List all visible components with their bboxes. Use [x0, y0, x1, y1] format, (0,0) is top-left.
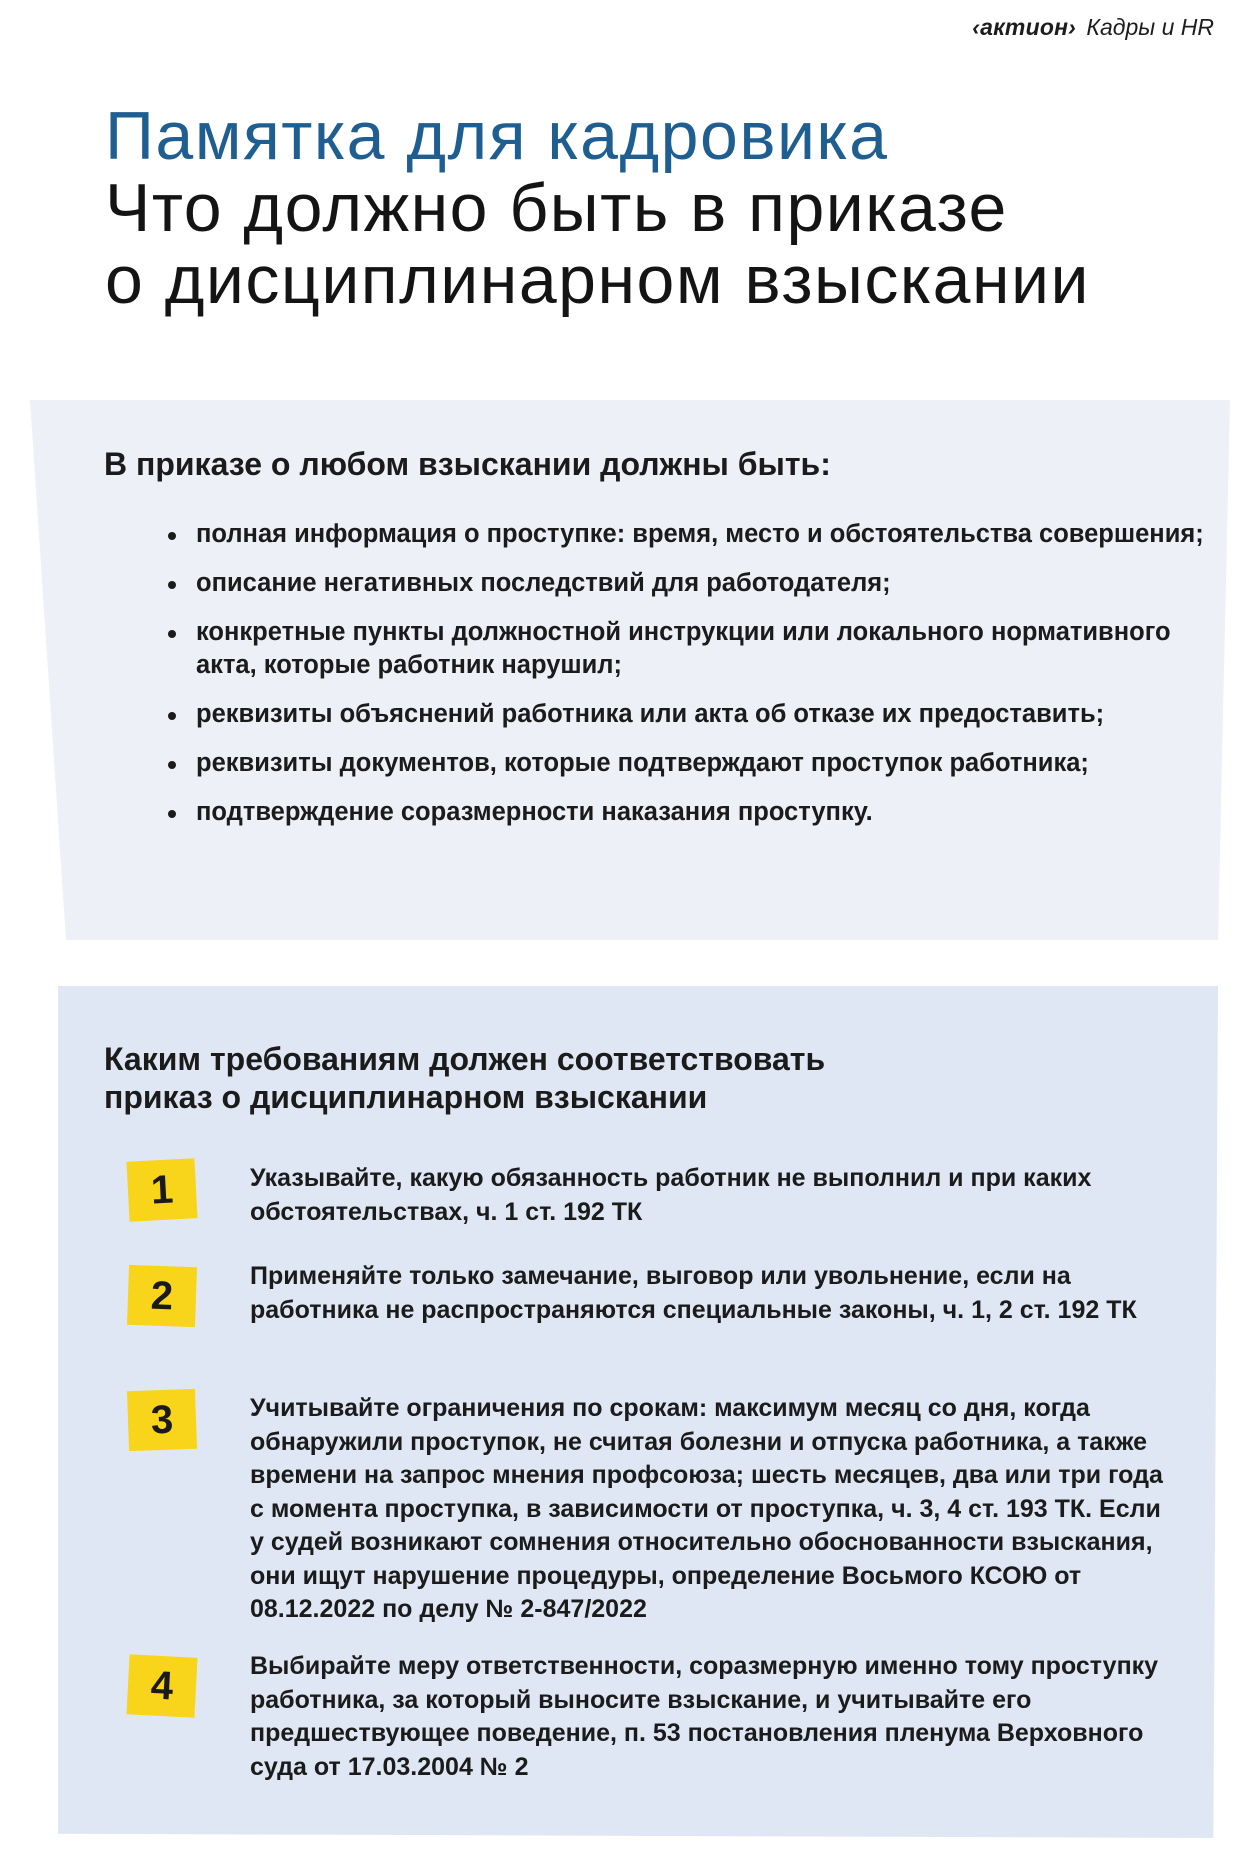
- title-line-2: Что должно быть в приказе: [105, 170, 1008, 246]
- page-title: [105, 100, 1205, 316]
- rules-list-item: [168, 698, 1208, 731]
- number-badge: 1: [126, 1158, 197, 1221]
- rules-item-text: реквизиты документов, которые подтверждают проступок работника;: [196, 749, 1089, 777]
- brand-logo: [972, 14, 1214, 41]
- requirement-text: Указывайте, какую обязанность работник не выполнил и при каких обстоятельствах, ч. 1 ст. 192 ТК: [250, 1164, 1092, 1226]
- number-badge: 3: [127, 1389, 197, 1451]
- requirements-heading-line-1: Каким требованиям должен соответствовать: [104, 1041, 826, 1077]
- rules-list-item: [168, 567, 1208, 600]
- number-badge: 4: [126, 1654, 197, 1717]
- rules-list-item: [168, 796, 1208, 829]
- number-badge: 2: [127, 1265, 197, 1327]
- rules-list: [168, 518, 1208, 845]
- rules-list-item: [168, 518, 1208, 551]
- bullet-icon: [168, 712, 176, 720]
- rules-item-text: полная информация о проступке: время, место и обстоятельства совершения;: [196, 520, 1204, 548]
- rules-item-text: описание негативных последствий для работодателя;: [196, 569, 891, 597]
- rules-item-text: подтверждение соразмерности наказания проступку.: [196, 798, 873, 826]
- bullet-icon: [168, 581, 176, 589]
- requirements-heading: [104, 1040, 825, 1116]
- bullet-icon: [168, 761, 176, 769]
- title-line-3: о дисциплинарном взыскании: [105, 242, 1090, 318]
- bullet-icon: [168, 630, 176, 638]
- requirements-heading-line-2: приказ о дисциплинарном взыскании: [104, 1079, 708, 1115]
- rules-item-text: конкретные пункты должностной инструкции или локального нормативного акта, которые работник нарушил;: [196, 618, 1171, 679]
- bullet-icon: [168, 532, 176, 540]
- brand-subtitle: Кадры и HR: [1086, 14, 1214, 40]
- rules-heading: В приказе о любом взыскании должны быть:: [104, 446, 831, 482]
- requirement-text: Применяйте только замечание, выговор или увольнение, если на работника не распространяются специальные законы, ч. 1, 2 ст. 192 ТК: [250, 1262, 1137, 1324]
- requirement-text: Выбирайте меру ответственности, соразмерную именно тому проступку работника, за который выносите взыскание, и учитывайте его предшествующее поведение, п. 53 постановления пленума Верховного суда от 17.03.2004 № 2: [250, 1652, 1159, 1781]
- rules-list-item: [168, 616, 1208, 682]
- bullet-icon: [168, 810, 176, 818]
- title-accent-line: Памятка для кадровика: [105, 98, 889, 174]
- brand-name: ‹актион›: [972, 14, 1077, 40]
- requirement-text: Учитывайте ограничения по срокам: максимум месяц со дня, когда обнаружили проступок, не считая болезни и отпуска работника, а также времени на запрос мнения профсоюза; шесть месяцев, два или три года с момента проступка, в зависимости от проступка, ч. 3, 4 ст. 193 ТК. Если у судей возникают сомнения относительно обоснованности взыскания, они ищут нарушение процедуры, определение Восьмого КСОЮ от 08.12.2022 по делу № 2-847/2022: [250, 1394, 1163, 1623]
- rules-item-text: реквизиты объяснений работника или акта об отказе их предоставить;: [196, 700, 1105, 728]
- rules-list-item: [168, 747, 1208, 780]
